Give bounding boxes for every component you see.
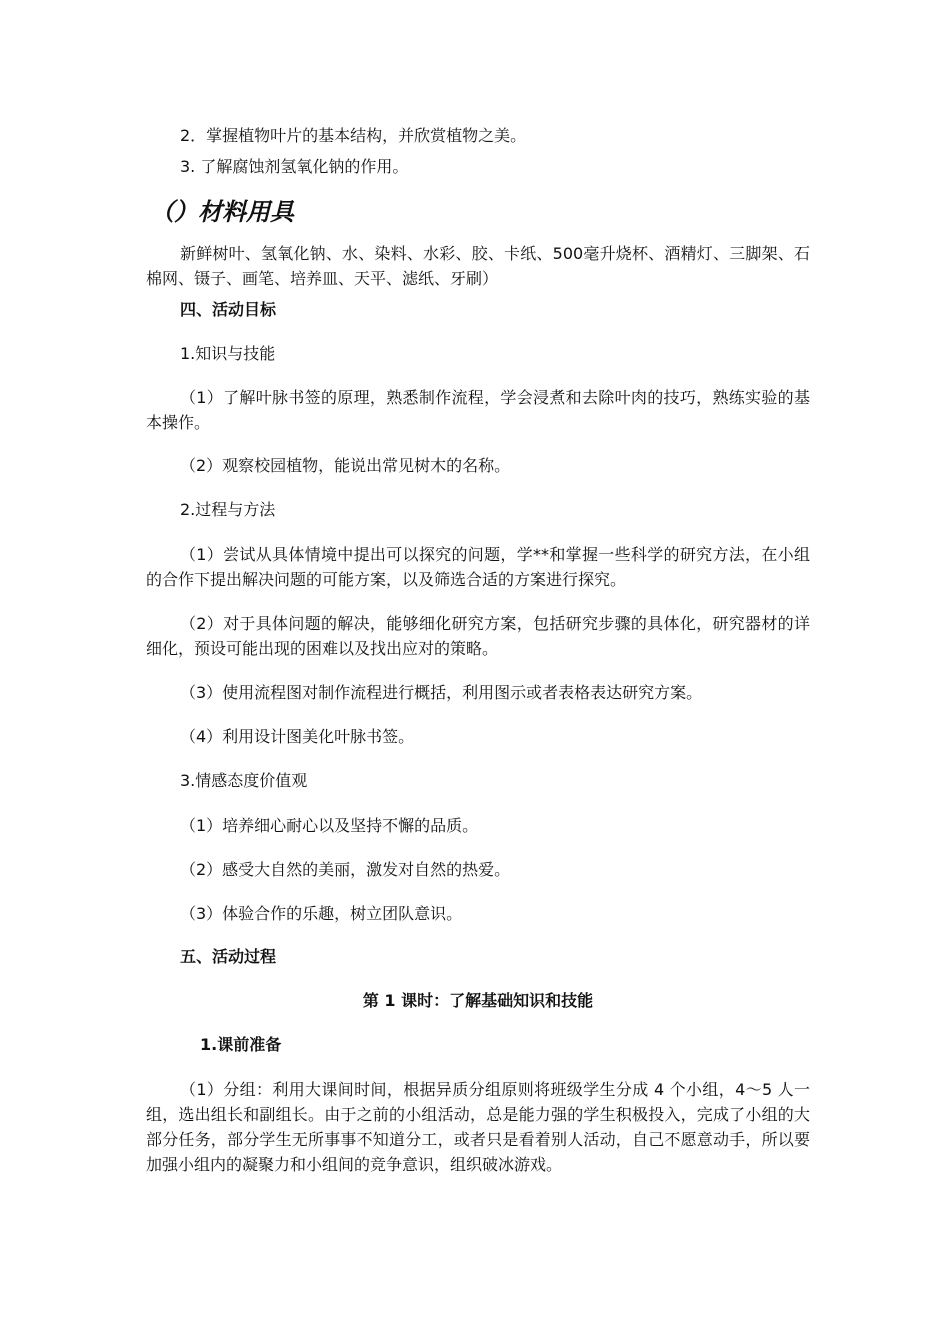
process-title: 2.过程与方法 bbox=[180, 500, 276, 519]
emotion-item-1: （1）培养细心耐心以及坚持不懈的品质。 bbox=[180, 816, 479, 835]
prep-title: 1.课前准备 bbox=[200, 1035, 282, 1054]
process-item-1: （1）尝试从具体情境中提出可以探究的问题，学**和掌握一些科学的研究方法，在小组的合作下提出解决问题的可能方案，以及筛选合适的方案进行探究。 bbox=[146, 545, 810, 589]
materials-text: 新鲜树叶、氢氧化钠、水、染料、水彩、胶、卡纸、500毫升烧杯、酒精灯、三脚架、石棉网、镊子、画笔、培养皿、天平、滤纸、牙刷） bbox=[146, 244, 810, 288]
goal-item-2: 2．掌握植物叶片的基本结构，并欣赏植物之美。 bbox=[180, 126, 527, 145]
process-item-2: （2）对于具体问题的解决，能够细化研究方案，包括研究步骤的具体化，研究器材的详细化，预设可能出现的困难以及找出应对的策略。 bbox=[146, 614, 810, 658]
goal-item-3: 3. 了解腐蚀剂氢氧化钠的作用。 bbox=[180, 157, 409, 176]
materials-heading: （）材料用具 bbox=[150, 198, 294, 226]
section4-title: 四、活动目标 bbox=[180, 300, 277, 319]
process-item-4: （4）利用设计图美化叶脉书签。 bbox=[180, 727, 415, 746]
prep-text: （1）分组：利用大课间时间，根据异质分组原则将班级学生分成 4 个小组，4～5 人一组，选出组长和副组长。由于之前的小组活动，总是能力强的学生积极投入，完成了小组的大部分任务，部分学生无所事事不知道分工，或者只是看着别人活动，自己不愿意动手，所以要加强小组内的凝聚力和小组间的竞争意识，组织破冰游戏。 bbox=[146, 1080, 810, 1174]
lesson-title: 第 1 课时：了解基础知识和技能 bbox=[362, 991, 594, 1010]
emotion-item-2: （2）感受大自然的美丽，激发对自然的热爱。 bbox=[180, 860, 511, 879]
process-item-3: （3）使用流程图对制作流程进行概括，利用图示或者表格表达研究方案。 bbox=[180, 683, 703, 702]
knowledge-item-2: （2）观察校园植物，能说出常见树木的名称。 bbox=[180, 456, 511, 475]
section5-title: 五、活动过程 bbox=[180, 947, 277, 966]
knowledge-title: 1.知识与技能 bbox=[180, 344, 276, 363]
emotion-item-3: （3）体验合作的乐趣，树立团队意识。 bbox=[180, 904, 463, 923]
knowledge-item-1: （1）了解叶脉书签的原理，熟悉制作流程，学会浸煮和去除叶肉的技巧，熟练实验的基本操作。 bbox=[146, 388, 810, 432]
emotion-title: 3.情感态度价值观 bbox=[180, 771, 308, 790]
